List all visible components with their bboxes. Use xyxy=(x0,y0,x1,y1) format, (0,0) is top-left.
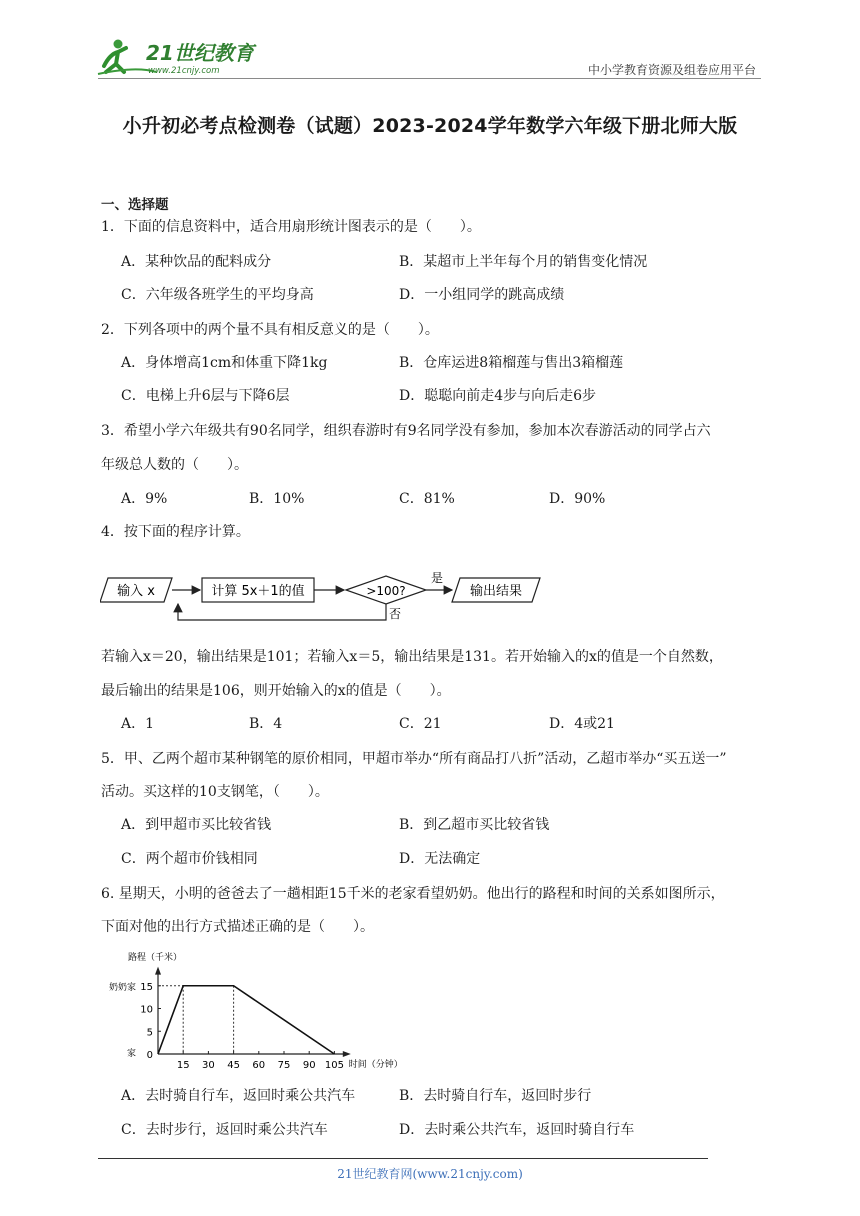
q2-stem: 2．下列各项中的两个量不具有相反意义的是（ ）。 xyxy=(101,322,439,338)
q2-option-c: C．电梯上升6层与下降6层 xyxy=(121,388,290,404)
x-tick-label: 90 xyxy=(302,1060,316,1071)
x-tick-label: 30 xyxy=(202,1060,215,1071)
q6-option-b: B．去时骑自行车，返回时步行 xyxy=(399,1088,592,1104)
q3-option-d: D．90% xyxy=(549,491,606,507)
q4-stem: 4．按下面的程序计算。 xyxy=(101,524,250,540)
flow-no-label: 否 xyxy=(389,607,402,621)
q5-option-a: A．到甲超市买比较省钱 xyxy=(121,817,272,833)
q4-desc-line1: 若输入x＝20，输出结果是101；若输入x＝5，输出结果是131。若开始输入的x的值是一个自然数， xyxy=(101,649,723,665)
x-axis-label: 时间（分钟） xyxy=(348,1060,403,1070)
flow-output-label: 输出结果 xyxy=(469,584,523,599)
q4-option-c: C．21 xyxy=(399,716,442,732)
q3-stem-line1: 3．希望小学六年级共有90名同学，组织春游时有9名同学没有参加，参加本次春游活动的同学占六 xyxy=(101,423,711,439)
q1-option-b: B．某超市上半年每个月的销售变化情况 xyxy=(399,254,648,270)
x-tick-label: 45 xyxy=(227,1060,240,1071)
q1-stem: 1．下面的信息资料中，适合用扇形统计图表示的是（ ）。 xyxy=(101,219,481,235)
flow-yes-label: 是 xyxy=(431,571,444,585)
q5-option-c: C．两个超市价钱相同 xyxy=(121,851,258,867)
y-axis-arrow-icon xyxy=(155,967,161,975)
page-title: 小升初必考点检测卷（试题）2023-2024学年数学六年级下册北师大版 xyxy=(122,115,738,137)
svg-text:www.21cnjy.com: www.21cnjy.com xyxy=(148,66,220,76)
header-divider xyxy=(98,78,761,79)
q1-option-a: A．某种饮品的配料成分 xyxy=(121,254,272,270)
y-axis-label: 路程（千米） xyxy=(128,953,183,963)
footer-text: 21世纪教育网(www.21cnjy.com) xyxy=(337,1167,523,1181)
q5-option-b: B．到乙超市买比较省钱 xyxy=(399,817,550,833)
flow-calc-label: 计算 5x＋1的值 xyxy=(211,584,305,599)
q6-distance-time-chart xyxy=(96,948,426,1072)
q3-option-b: B．10% xyxy=(249,491,305,507)
x-tick-label: 75 xyxy=(277,1060,291,1071)
x-tick-label: 60 xyxy=(252,1060,266,1071)
y-tick-label: 0 xyxy=(146,1050,153,1061)
flow-input-label: 输入 x xyxy=(117,584,155,599)
q5-stem-line1: 5．甲、乙两个超市某种钢笔的原价相同，甲超市举办“所有商品打八折”活动，乙超市举办“买五送一” xyxy=(101,751,727,767)
y-tick-label: 10 xyxy=(140,1004,153,1016)
q6-option-a: A．去时骑自行车，返回时乘公共汽车 xyxy=(121,1088,356,1104)
q5-stem-line2: 活动。买这样的10支钢笔，（ ）。 xyxy=(101,784,329,800)
y-top-annotation: 奶奶家 xyxy=(108,982,136,993)
q3-stem-line2: 年级总人数的（ ）。 xyxy=(101,457,248,473)
q4-option-a: A．1 xyxy=(121,716,155,732)
q6-option-d: D．去时乘公共汽车，返回时骑自行车 xyxy=(399,1122,635,1138)
platform-label: 中小学教育资源及组卷应用平台 xyxy=(587,63,756,77)
svg-text:21世纪教育: 21世纪教育 xyxy=(146,41,254,65)
section-heading: 一、选择题 xyxy=(101,197,169,213)
q2-option-d: D．聪聪向前走4步与向后走6步 xyxy=(399,388,597,404)
q4-flowchart xyxy=(100,568,550,630)
y-bottom-annotation: 家 xyxy=(126,1049,136,1059)
site-logo xyxy=(96,36,266,78)
q3-option-a: A．9% xyxy=(121,491,168,507)
q3-option-c: C．81% xyxy=(399,491,455,507)
q2-option-b: B．仓库运进8箱榴莲与售出3箱榴莲 xyxy=(399,355,624,371)
q2-option-a: A．身体增高1cm和体重下降1kg xyxy=(121,355,328,371)
q6-stem-line2: 下面对他的出行方式描述正确的是（ ）。 xyxy=(101,919,374,935)
q5-option-d: D．无法确定 xyxy=(399,851,481,867)
q4-option-b: B．4 xyxy=(249,716,283,732)
q4-option-d: D．4或21 xyxy=(549,716,615,732)
x-axis-arrow-icon xyxy=(343,1051,351,1057)
distance-line xyxy=(158,986,334,1054)
q6-option-c: C．去时步行，返回时乘公共汽车 xyxy=(121,1122,328,1138)
footer-divider xyxy=(98,1158,708,1159)
q1-option-c: C．六年级各班学生的平均身高 xyxy=(121,287,314,303)
x-tick-label: 105 xyxy=(324,1060,344,1071)
y-tick-label: 5 xyxy=(146,1027,153,1039)
x-tick-label: 15 xyxy=(176,1060,190,1071)
q4-desc-line2: 最后输出的结果是106，则开始输入的x的值是（ ）。 xyxy=(101,683,451,699)
y-tick-label: 15 xyxy=(140,981,153,993)
q1-option-d: D．一小组同学的跳高成绩 xyxy=(399,287,565,303)
logo-runner-icon xyxy=(96,36,266,78)
q6-stem-line1: 6. 星期天，小明的爸爸去了一趟相距15千米的老家看望奶奶。他出行的路程和时间的关系如图所示， xyxy=(101,886,725,902)
flow-cond-label: >100? xyxy=(366,584,406,598)
